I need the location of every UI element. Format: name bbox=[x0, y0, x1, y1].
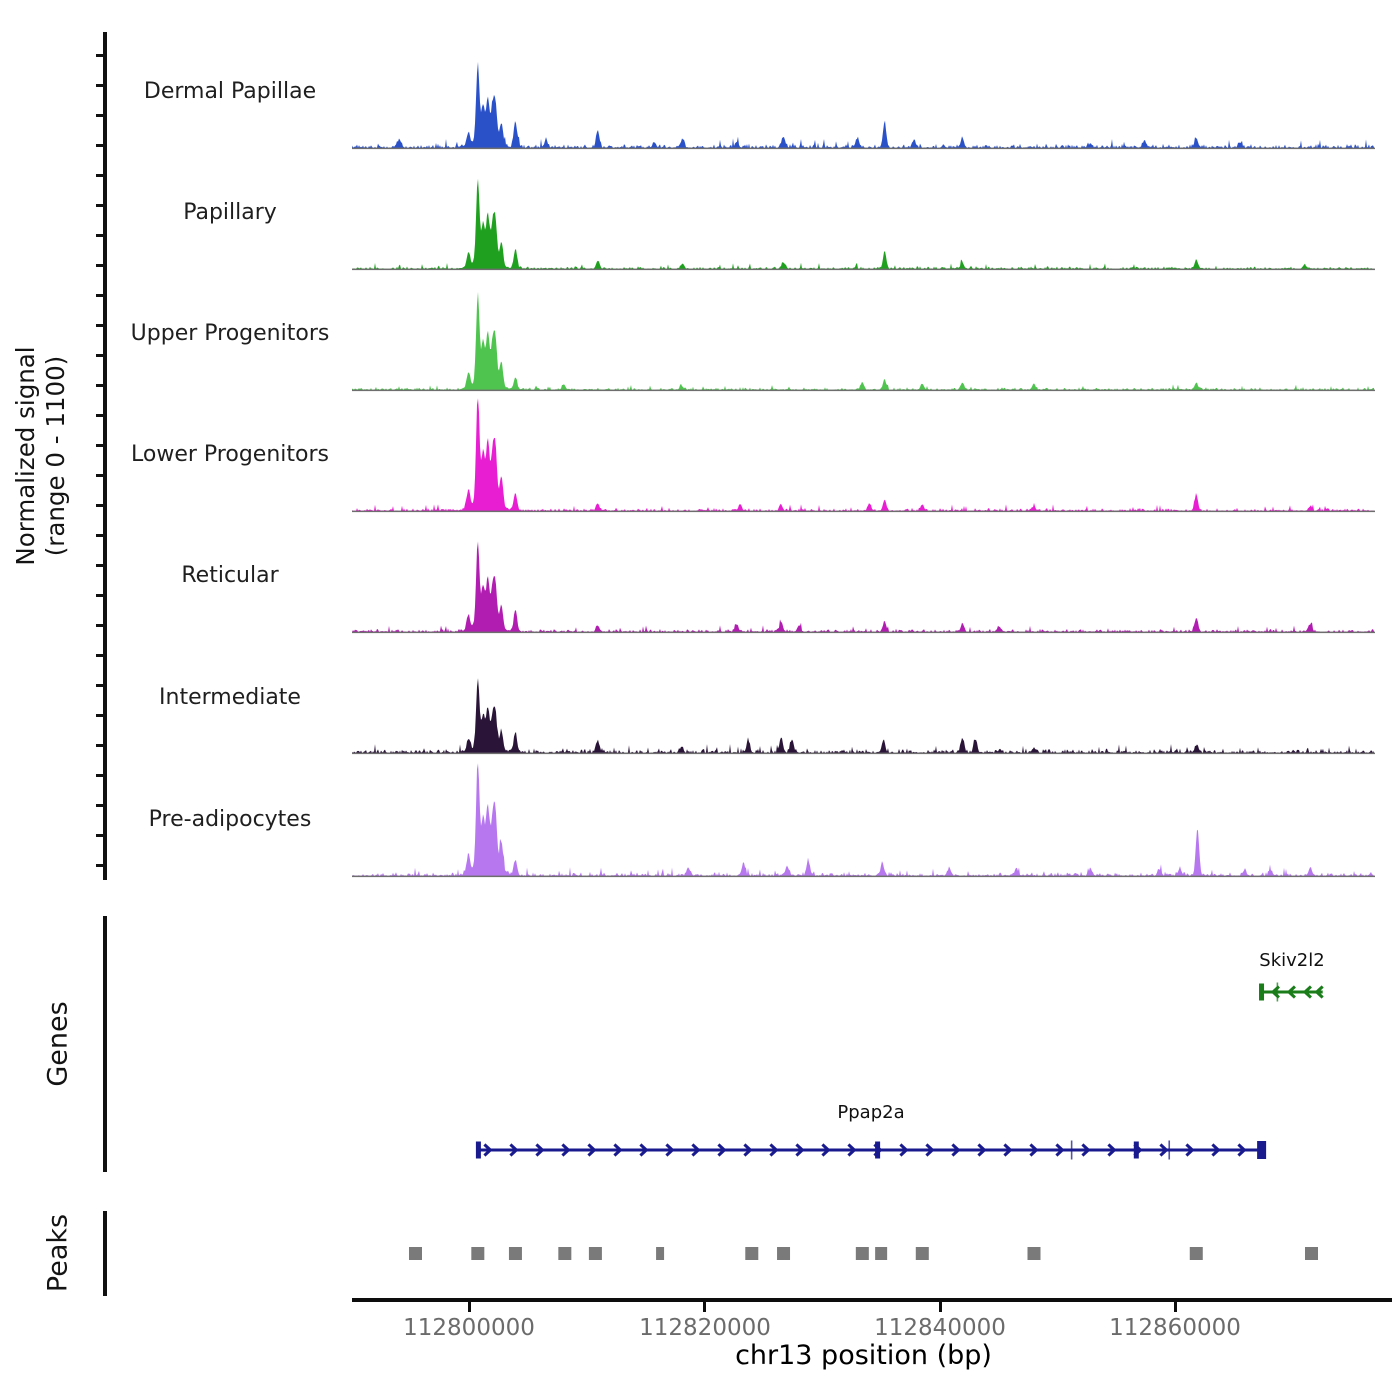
signal-axis-minor-tick bbox=[96, 354, 103, 357]
track-label-dermal-papillae: Dermal Papillae bbox=[143, 79, 317, 104]
signal-axis-minor-tick bbox=[96, 234, 103, 237]
strand-arrow bbox=[1238, 1145, 1244, 1156]
x-axis-ticklabel-2: 112820000 bbox=[639, 1315, 771, 1341]
strand-arrow bbox=[562, 1145, 568, 1156]
signal-axis-minor-tick bbox=[96, 534, 103, 537]
track-label-papillary: Papillary bbox=[183, 200, 277, 225]
signal-track-reticular bbox=[352, 518, 1375, 635]
signal-axis-minor-tick bbox=[96, 414, 103, 417]
signal-axis-minor-tick bbox=[96, 594, 103, 597]
peak-box bbox=[589, 1247, 602, 1260]
track-baseline bbox=[352, 753, 1375, 755]
signal-section-axis bbox=[103, 32, 107, 880]
x-axis-tick-4 bbox=[1174, 1302, 1177, 1312]
genes-section-label: Genes bbox=[42, 1001, 74, 1087]
track-baseline bbox=[352, 632, 1375, 634]
strand-arrow bbox=[510, 1145, 516, 1156]
signal-axis-minor-tick bbox=[96, 564, 103, 567]
signal-area bbox=[352, 763, 1374, 876]
signal-axis-minor-tick bbox=[96, 684, 103, 687]
strand-arrow bbox=[1134, 1145, 1140, 1156]
signal-track-intermediate bbox=[352, 639, 1375, 756]
signal-axis-minor-tick bbox=[96, 654, 103, 657]
signal-area bbox=[352, 179, 1374, 270]
strand-arrow bbox=[1082, 1145, 1088, 1156]
signal-axis-minor-tick bbox=[96, 384, 103, 387]
peak-box bbox=[509, 1247, 522, 1260]
exon-mark-thin bbox=[1168, 1141, 1170, 1160]
y-axis-label-line2: (range 0 - 1100) bbox=[41, 355, 70, 557]
signal-axis-minor-tick bbox=[96, 294, 103, 297]
exon-mark-thick bbox=[476, 1142, 481, 1159]
strand-arrow bbox=[822, 1145, 828, 1156]
signal-axis-minor-tick bbox=[96, 864, 103, 867]
strand-arrow bbox=[1108, 1145, 1114, 1156]
peak-box bbox=[1190, 1247, 1203, 1260]
signal-axis-minor-tick bbox=[96, 504, 103, 507]
track-baseline bbox=[352, 390, 1375, 392]
x-axis-tick-2 bbox=[703, 1302, 706, 1312]
signal-axis-minor-tick bbox=[96, 174, 103, 177]
x-axis-title: chr13 position (bp) bbox=[735, 1340, 992, 1371]
signal-axis-minor-tick bbox=[96, 324, 103, 327]
gene-label-skiv2l2: Skiv2l2 bbox=[1259, 950, 1325, 971]
peak-box bbox=[856, 1247, 869, 1260]
signal-axis-minor-tick bbox=[96, 204, 103, 207]
strand-arrow bbox=[900, 1145, 906, 1156]
track-baseline bbox=[352, 148, 1375, 150]
x-axis-tick-3 bbox=[939, 1302, 942, 1312]
signal-area bbox=[352, 292, 1374, 390]
signal-axis-minor-tick bbox=[96, 744, 103, 747]
track-baseline bbox=[352, 269, 1375, 271]
signal-area bbox=[352, 398, 1374, 511]
signal-axis-minor-tick bbox=[96, 474, 103, 477]
peak-box bbox=[409, 1247, 422, 1260]
strand-arrow bbox=[536, 1145, 542, 1156]
strand-arrow bbox=[874, 1145, 880, 1156]
x-axis-ticklabel-1: 112800000 bbox=[403, 1315, 535, 1341]
strand-arrow bbox=[718, 1145, 724, 1156]
strand-arrow bbox=[666, 1145, 672, 1156]
peak-box bbox=[471, 1247, 484, 1260]
strand-arrow bbox=[1030, 1145, 1036, 1156]
signal-axis-minor-tick bbox=[96, 84, 103, 87]
signal-area bbox=[352, 542, 1374, 633]
signal-axis-minor-tick bbox=[96, 264, 103, 267]
strand-arrow bbox=[744, 1145, 750, 1156]
genes-section-axis bbox=[103, 916, 107, 1172]
strand-arrow bbox=[1289, 987, 1295, 998]
signal-axis-minor-tick bbox=[96, 54, 103, 57]
signal-axis-minor-tick bbox=[96, 114, 103, 117]
strand-arrow bbox=[978, 1145, 984, 1156]
signal-axis-minor-tick bbox=[96, 774, 103, 777]
strand-arrow bbox=[1273, 987, 1279, 998]
signal-axis-minor-tick bbox=[96, 624, 103, 627]
peak-box bbox=[916, 1247, 929, 1260]
strand-arrow bbox=[484, 1145, 490, 1156]
peak-box bbox=[875, 1247, 887, 1260]
peak-box bbox=[558, 1247, 571, 1260]
peaks-section-label: Peaks bbox=[42, 1213, 74, 1293]
exon-mark-thin bbox=[1071, 1141, 1073, 1160]
strand-arrow bbox=[1305, 987, 1311, 998]
strand-arrow bbox=[952, 1145, 958, 1156]
signal-track-pre-adipocytes bbox=[352, 762, 1375, 879]
track-label-reticular: Reticular bbox=[181, 563, 279, 588]
exon-mark-thin bbox=[1277, 983, 1279, 1002]
strand-arrow bbox=[692, 1145, 698, 1156]
strand-arrow bbox=[1004, 1145, 1010, 1156]
strand-arrow bbox=[926, 1145, 932, 1156]
peak-box bbox=[1028, 1247, 1041, 1260]
track-label-intermediate: Intermediate bbox=[159, 685, 301, 710]
track-label-upper-progenitors: Upper Progenitors bbox=[130, 321, 330, 346]
track-label-pre-adipocytes: Pre-adipocytes bbox=[148, 807, 312, 832]
x-axis-tick-1 bbox=[468, 1302, 471, 1312]
exon-mark-thick bbox=[875, 1142, 880, 1159]
signal-area bbox=[352, 678, 1374, 753]
strand-arrow bbox=[1056, 1145, 1062, 1156]
strand-arrow bbox=[1160, 1145, 1166, 1156]
strand-arrow bbox=[1186, 1145, 1192, 1156]
track-baseline bbox=[352, 511, 1375, 512]
strand-arrow bbox=[848, 1145, 854, 1156]
signal-track-upper-progenitors bbox=[352, 276, 1375, 393]
signal-track-dermal-papillae bbox=[352, 34, 1375, 151]
signal-track-lower-progenitors bbox=[352, 397, 1375, 514]
strand-arrow bbox=[588, 1145, 594, 1156]
gene-label-ppap2a: Ppap2a bbox=[837, 1102, 905, 1123]
signal-axis-minor-tick bbox=[96, 834, 103, 837]
exon-mark-thick bbox=[1259, 984, 1264, 1001]
signal-axis-minor-tick bbox=[96, 804, 103, 807]
peak-box bbox=[745, 1247, 758, 1260]
y-axis-label bbox=[11, 346, 71, 565]
strand-arrow bbox=[770, 1145, 776, 1156]
x-axis-line bbox=[352, 1298, 1392, 1302]
peak-box bbox=[1305, 1247, 1318, 1260]
x-axis-ticklabel-4: 112860000 bbox=[1109, 1315, 1241, 1341]
signal-track-papillary bbox=[352, 155, 1375, 272]
track-label-lower-progenitors: Lower Progenitors bbox=[131, 442, 329, 467]
signal-axis-minor-tick bbox=[96, 714, 103, 717]
strand-arrow bbox=[1317, 987, 1323, 998]
peak-box bbox=[656, 1247, 664, 1260]
signal-area bbox=[352, 62, 1374, 148]
track-baseline bbox=[352, 876, 1375, 878]
strand-arrow bbox=[640, 1145, 646, 1156]
x-axis-ticklabel-3: 112840000 bbox=[874, 1315, 1006, 1341]
peak-box bbox=[777, 1247, 790, 1260]
signal-axis-minor-tick bbox=[96, 444, 103, 447]
y-axis-label-line1: Normalized signal bbox=[11, 346, 40, 566]
strand-arrow bbox=[1212, 1145, 1218, 1156]
strand-arrow bbox=[614, 1145, 620, 1156]
gene-end-block bbox=[1257, 1141, 1266, 1159]
exon-mark-thick bbox=[1134, 1142, 1139, 1159]
strand-arrow bbox=[796, 1145, 802, 1156]
signal-axis-minor-tick bbox=[96, 144, 103, 147]
peaks-section-axis bbox=[103, 1211, 107, 1296]
